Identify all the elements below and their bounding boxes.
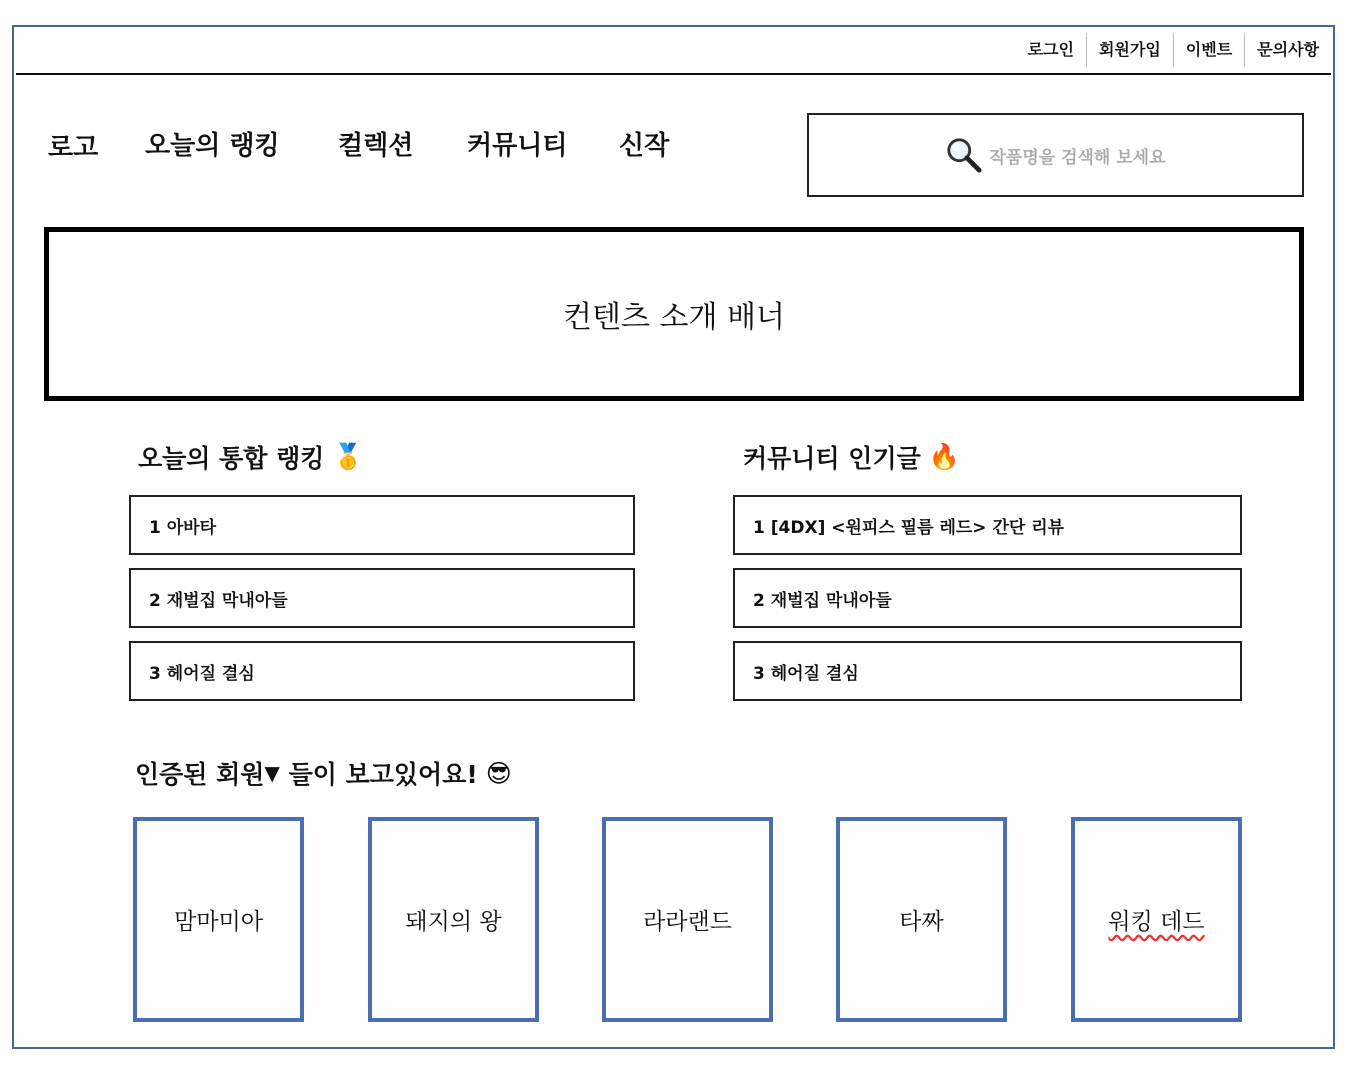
movie-card-title: 타짜: [899, 909, 944, 935]
nav-community[interactable]: 커뮤니티: [467, 131, 568, 161]
banner-text: 컨텐츠 소개 배너: [563, 300, 785, 335]
movie-card[interactable]: [836, 817, 1007, 1022]
event-link[interactable]: 이벤트: [1185, 40, 1233, 59]
down-triangle-icon: ▼: [264, 761, 280, 785]
community-title: [743, 439, 960, 475]
community-title-text: 커뮤니티 인기글: [743, 444, 921, 473]
verified-title: [135, 755, 512, 791]
utility-links: [1016, 35, 1319, 65]
magnifier-icon: [945, 136, 983, 174]
inquiry-link[interactable]: 문의사항: [1257, 40, 1319, 59]
fire-icon: 🔥: [928, 442, 960, 471]
verified-title-suffix: 들이 보고있어요!: [279, 760, 478, 789]
site-logo[interactable]: 로고: [48, 133, 99, 163]
login-link[interactable]: 로그인: [1027, 40, 1074, 59]
ranking-item[interactable]: 2 재벌집 막내아들: [129, 568, 635, 628]
verified-title-prefix: 인증된 회원: [135, 760, 265, 789]
top-utility-bar: [16, 27, 1331, 75]
movie-card-title: 라라랜드: [643, 909, 732, 935]
search-placeholder: 작품명을 검색해 보세요: [989, 147, 1166, 168]
signup-link[interactable]: 회원가입: [1098, 40, 1161, 59]
ranking-item[interactable]: 1 아바타: [129, 495, 635, 555]
community-post[interactable]: 1 [4DX] <원피스 필름 레드> 간단 리뷰: [733, 495, 1242, 555]
content-intro-banner[interactable]: [44, 227, 1304, 401]
movie-card-title: 워킹 데드: [1108, 909, 1205, 935]
sunglasses-icon: 😎: [485, 758, 512, 788]
search-input[interactable]: [807, 113, 1304, 197]
movie-card[interactable]: [602, 817, 773, 1022]
nav-today-ranking[interactable]: 오늘의 랭킹: [145, 131, 280, 161]
page-frame: [12, 25, 1335, 1049]
movie-card[interactable]: [368, 817, 539, 1022]
movie-card-title: 맘마미아: [174, 909, 263, 935]
movie-card[interactable]: [1071, 817, 1242, 1022]
ranking-item[interactable]: 3 헤어질 결심: [129, 641, 635, 701]
nav-new-releases[interactable]: 신작: [619, 131, 670, 161]
community-post[interactable]: 2 재벌집 막내아들: [733, 568, 1242, 628]
movie-card-title: 돼지의 왕: [405, 909, 502, 935]
movie-card[interactable]: [133, 817, 304, 1022]
ranking-title-text: 오늘의 통합 랭킹: [138, 444, 325, 473]
medal-icon: 🥇: [332, 442, 364, 471]
ranking-title: [138, 439, 364, 475]
nav-collection[interactable]: 컬렉션: [338, 131, 414, 161]
community-post[interactable]: 3 헤어질 결심: [733, 641, 1242, 701]
